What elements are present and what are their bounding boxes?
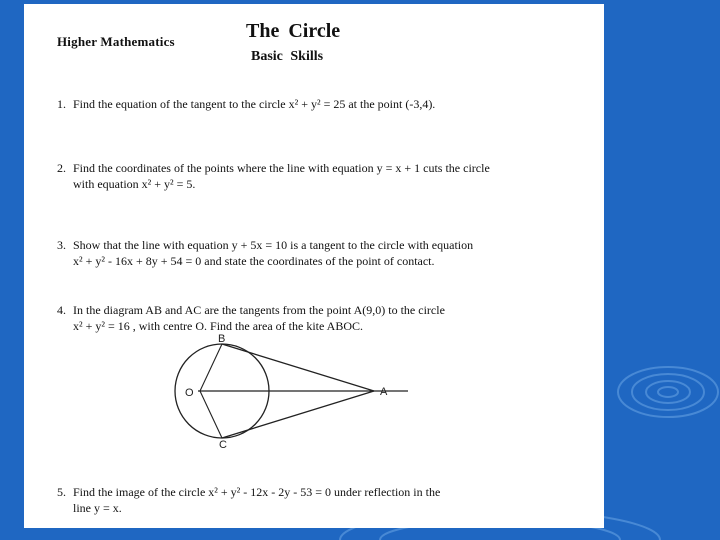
kite-diagram — [158, 334, 428, 449]
question-1 — [57, 96, 435, 112]
question-text: Find the coordinates of the points where the line with equation y = x + 1 cuts the circle — [73, 161, 490, 175]
question-number: 5. — [57, 485, 66, 499]
worksheet-page — [24, 4, 604, 528]
course-name: Higher Mathematics — [57, 34, 175, 49]
question-number: 1. — [57, 97, 66, 111]
question-3 — [57, 237, 473, 269]
question-4 — [57, 302, 445, 334]
diagram-label-c: C — [219, 439, 227, 449]
diagram-label-b: B — [218, 334, 226, 345]
diagram-label-a: A — [380, 386, 388, 398]
question-5 — [57, 484, 440, 516]
question-text-continued: x² + y² = 16 , with centre O. Find the area of the kite ABOC. — [73, 319, 364, 333]
question-number: 4. — [57, 303, 66, 317]
page-subtitle: Basic Skills — [251, 49, 324, 64]
question-text-continued: x² + y² - 16x + 8y + 54 = 0 and state the coordinates of the point of contact. — [73, 254, 435, 268]
question-text: In the diagram AB and AC are the tangents from the point A(9,0) to the circle — [73, 303, 445, 317]
diagram-tangent-ac — [222, 391, 374, 438]
question-number: 2. — [57, 161, 66, 175]
question-text: Find the equation of the tangent to the circle x² + y² = 25 at the point (-3,4). — [73, 97, 436, 111]
question-text: Show that the line with equation y + 5x = 10 is a tangent to the circle with equation — [73, 238, 474, 252]
question-text: Find the image of the circle x² + y² - 12x - 2y - 53 = 0 under reflection in the — [73, 485, 441, 499]
diagram-label-o: O — [185, 387, 194, 399]
page-title: The Circle — [246, 20, 341, 42]
question-text-continued: with equation x² + y² = 5. — [73, 177, 196, 191]
diagram-radius-oc — [200, 391, 222, 438]
question-number: 3. — [57, 238, 66, 252]
diagram-tangent-ab — [222, 344, 374, 391]
question-2 — [57, 160, 490, 192]
question-text-continued: line y = x. — [73, 501, 122, 515]
diagram-radius-ob — [200, 344, 222, 391]
